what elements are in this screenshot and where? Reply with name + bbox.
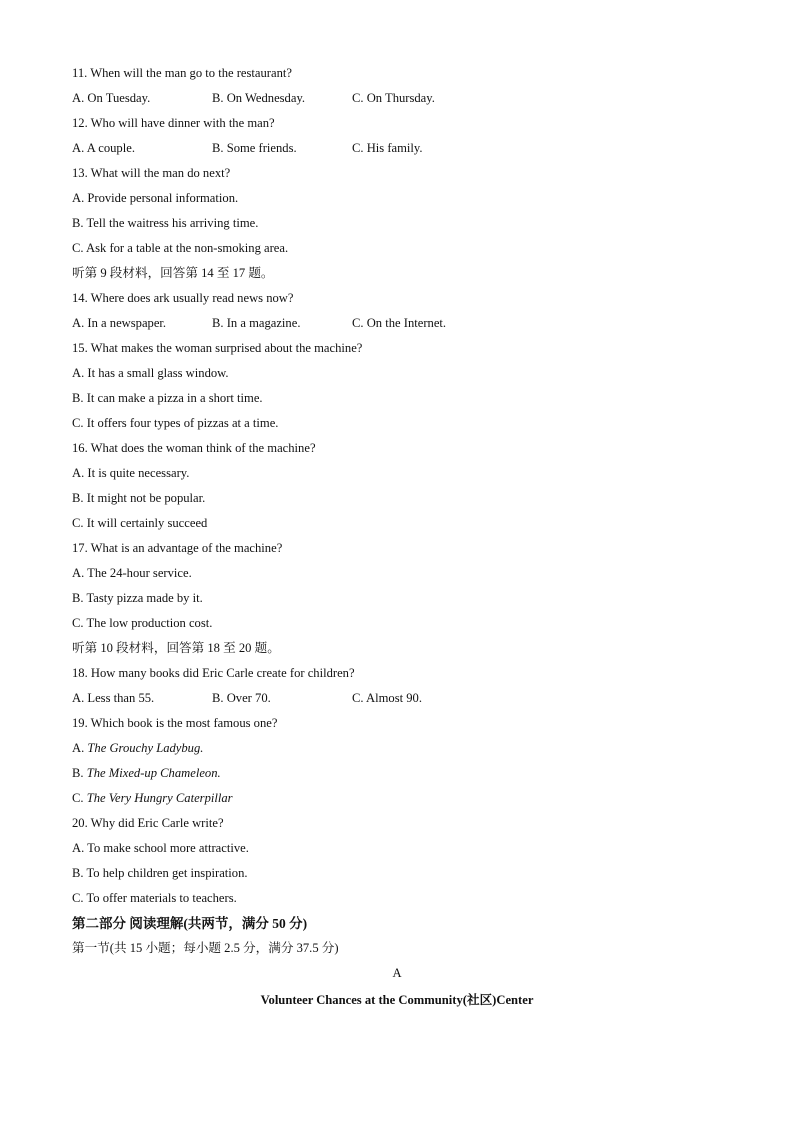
question-list xyxy=(72,61,722,911)
question-stem: 15. What makes the woman surprised about the machine? xyxy=(72,341,363,355)
option: B. On Wednesday. xyxy=(212,91,306,105)
option-letter: A. xyxy=(72,741,88,755)
question-stem: 13. What will the man do next? xyxy=(72,166,231,180)
option xyxy=(72,761,722,786)
question-stem: 11. When will the man go to the restaurant? xyxy=(72,66,292,80)
option: A. It is quite necessary. xyxy=(72,466,190,480)
option: C. On the Internet. xyxy=(352,316,447,330)
section-instruction: 听第 10 段材料，回答第 18 至 20 题。 xyxy=(72,641,280,655)
option: A. Provide personal information. xyxy=(72,191,239,205)
question-stem: 14. Where does ark usually read news now? xyxy=(72,291,294,305)
question-stem: 17. What is an advantage of the machine? xyxy=(72,541,283,555)
option: C. The low production cost. xyxy=(72,616,213,630)
option xyxy=(72,786,722,811)
option: B. In a magazine. xyxy=(212,316,301,330)
section-instruction: 听第 9 段材料，回答第 14 至 17 题。 xyxy=(72,266,274,280)
option: C. Ask for a table at the non-smoking area. xyxy=(72,241,289,255)
option xyxy=(72,736,722,761)
option: C. It will certainly succeed xyxy=(72,516,208,530)
question-stem: 19. Which book is the most famous one? xyxy=(72,716,278,730)
options-row xyxy=(72,136,722,161)
passage-title: Volunteer Chances at the Community(社区)Center xyxy=(260,993,534,1007)
option: A. On Tuesday. xyxy=(72,91,151,105)
option: B. It can make a pizza in a short time. xyxy=(72,391,263,405)
option: A. To make school more attractive. xyxy=(72,841,249,855)
option: B. Over 70. xyxy=(212,691,271,705)
option: C. Almost 90. xyxy=(352,691,422,705)
option: A. A couple. xyxy=(72,141,135,155)
question-stem: 20. Why did Eric Carle write? xyxy=(72,816,224,830)
options-row xyxy=(72,686,722,711)
options-row xyxy=(72,86,722,111)
part-two-heading: 第二部分 阅读理解(共两节，满分 50 分) xyxy=(72,916,308,931)
question-stem: 16. What does the woman think of the machine? xyxy=(72,441,316,455)
option: B. To help children get inspiration. xyxy=(72,866,248,880)
option: B. Tasty pizza made by it. xyxy=(72,591,203,605)
option: C. On Thursday. xyxy=(352,91,435,105)
question-stem: 18. How many books did Eric Carle create for children? xyxy=(72,666,355,680)
exam-page xyxy=(72,61,722,1013)
option: A. Less than 55. xyxy=(72,691,155,705)
option-letter: B. xyxy=(72,766,87,780)
option: A. It has a small glass window. xyxy=(72,366,229,380)
option: B. Tell the waitress his arriving time. xyxy=(72,216,259,230)
passage-letter: A xyxy=(392,966,402,980)
option: B. Some friends. xyxy=(212,141,297,155)
book-title: The Mixed-up Chameleon. xyxy=(86,766,221,780)
option: C. It offers four types of pizzas at a time. xyxy=(72,416,279,430)
option-letter: C. xyxy=(72,791,87,805)
section-one-heading: 第一节(共 15 小题；每小题 2.5 分，满分 37.5 分) xyxy=(72,941,339,955)
option: C. His family. xyxy=(352,141,423,155)
options-row xyxy=(72,311,722,336)
question-stem: 12. Who will have dinner with the man? xyxy=(72,116,275,130)
book-title: The Grouchy Ladybug. xyxy=(87,741,204,755)
option: B. It might not be popular. xyxy=(72,491,206,505)
option: A. The 24-hour service. xyxy=(72,566,192,580)
option: A. In a newspaper. xyxy=(72,316,167,330)
option: C. To offer materials to teachers. xyxy=(72,891,237,905)
book-title: The Very Hungry Caterpillar xyxy=(86,791,233,805)
